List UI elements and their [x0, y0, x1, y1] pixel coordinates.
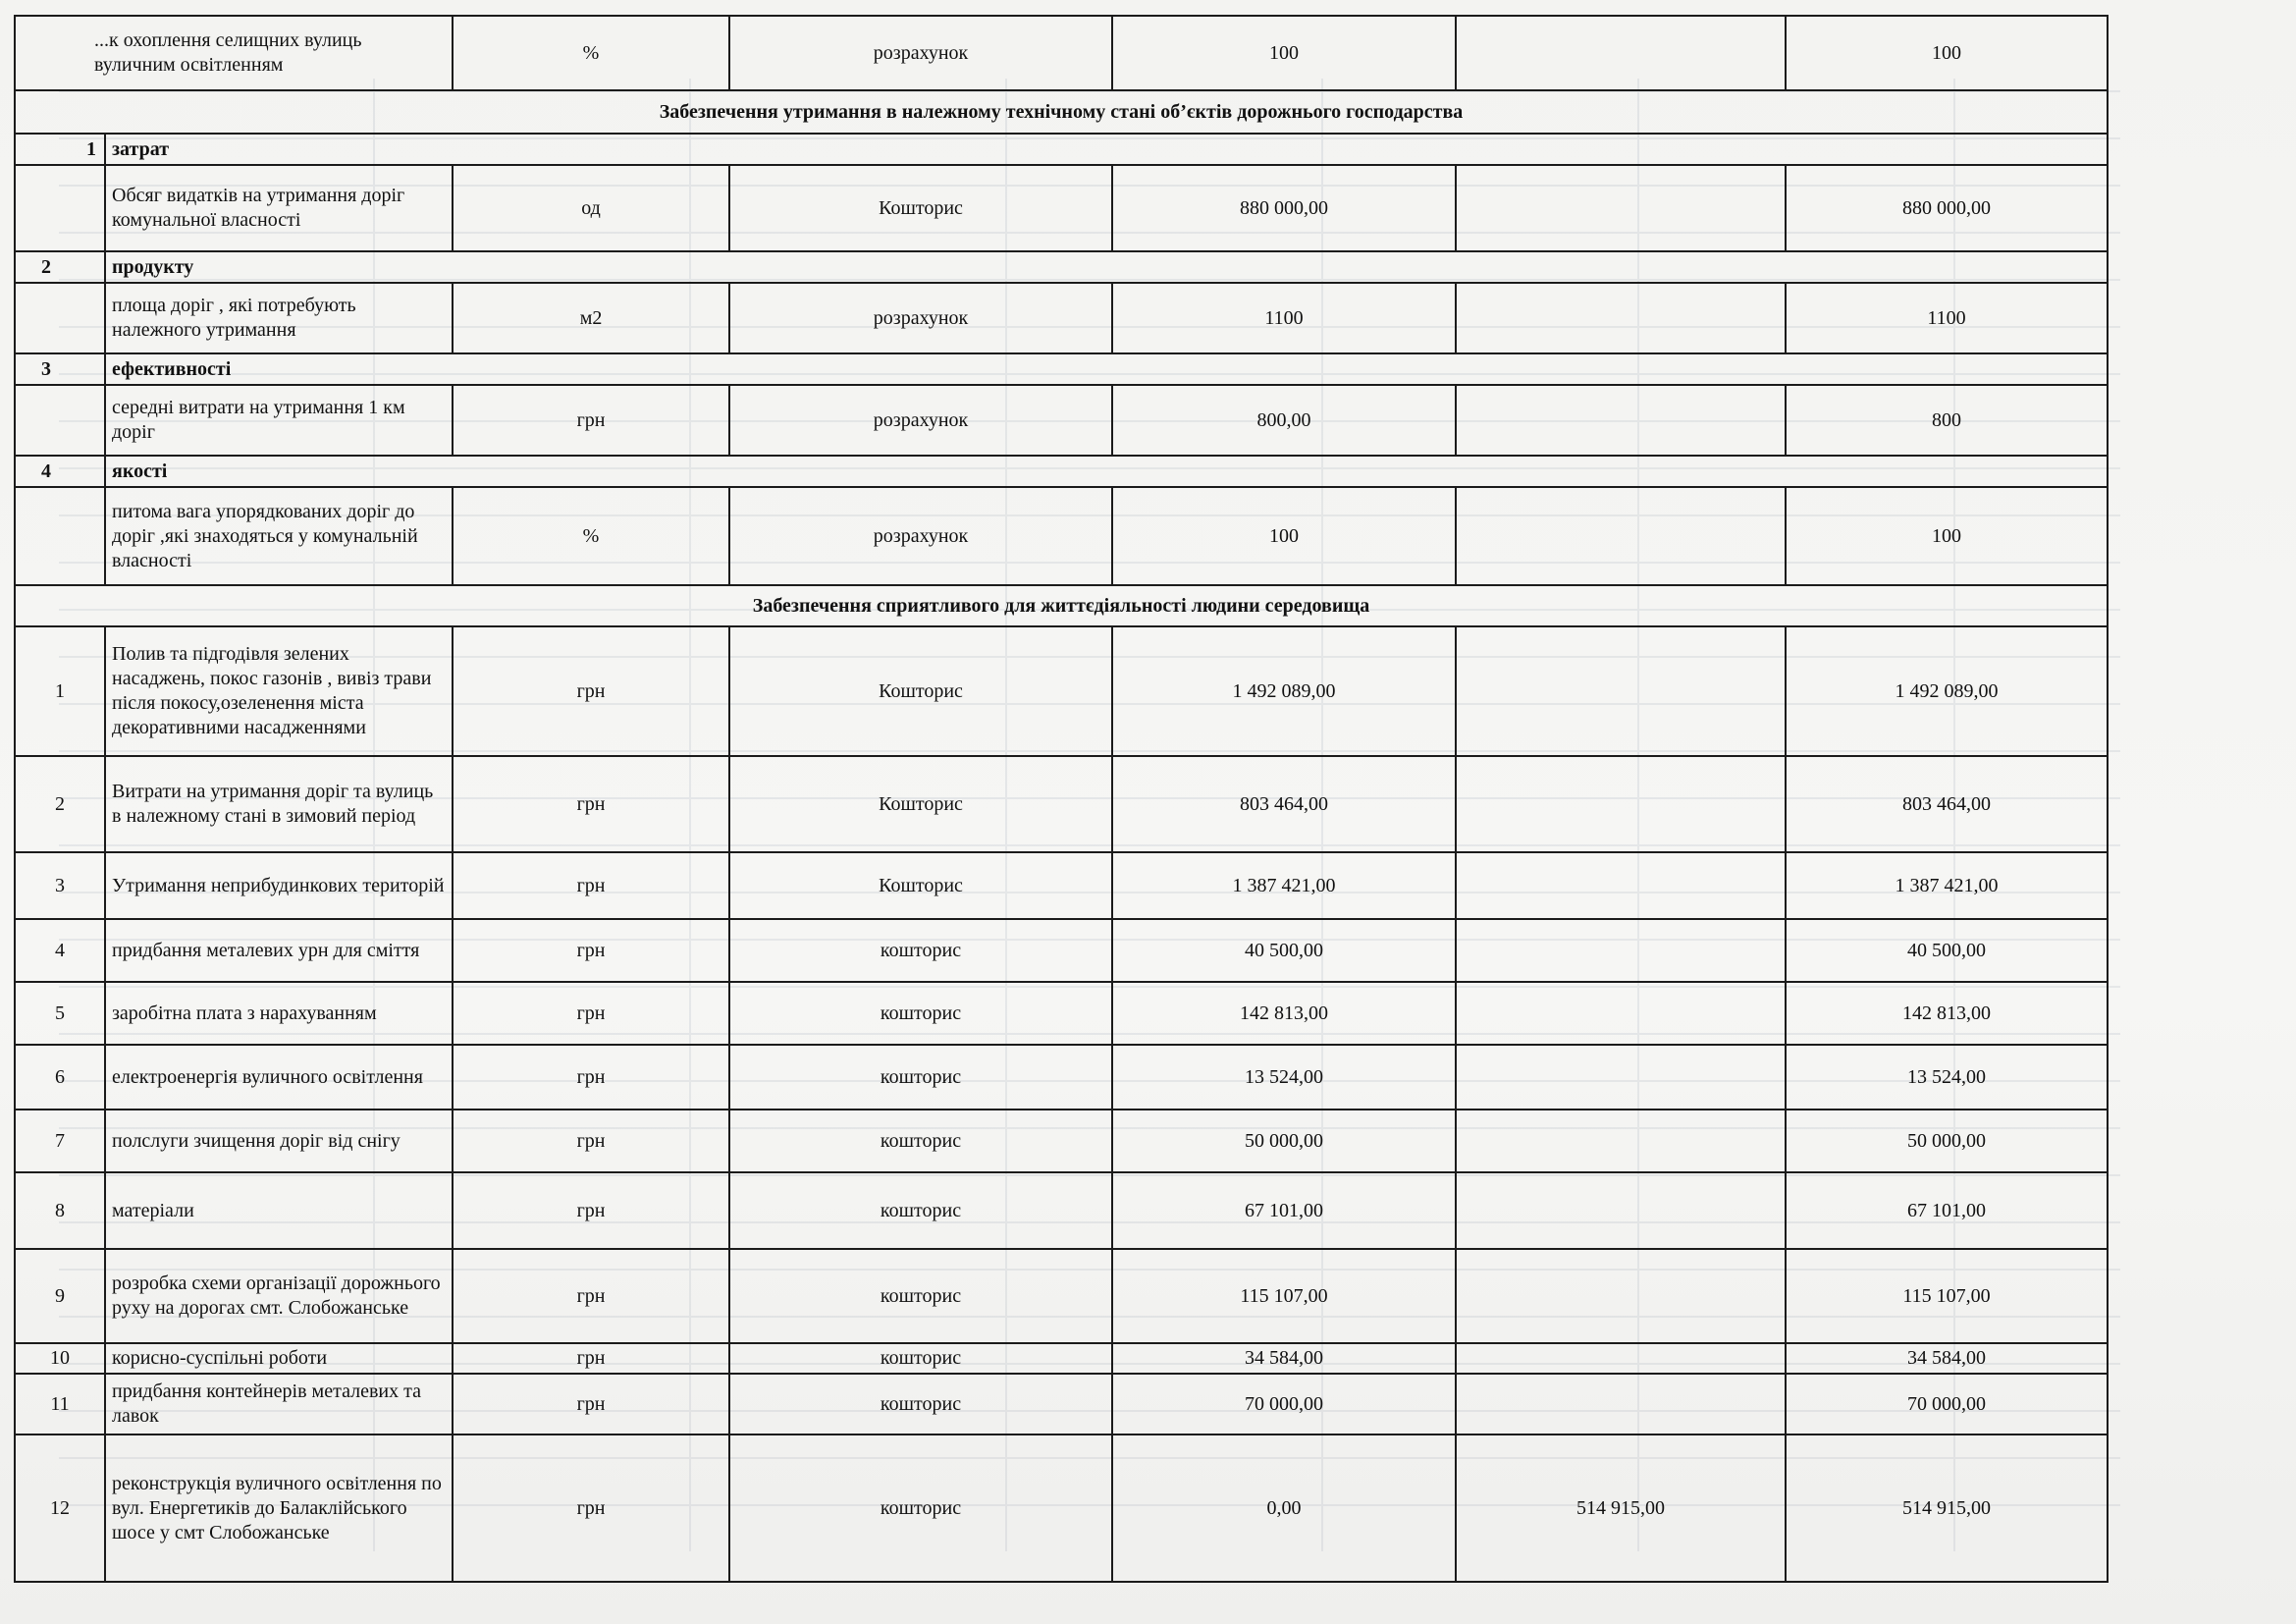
- source-cell: кошторис: [729, 1249, 1112, 1343]
- source-cell: Кошторис: [729, 626, 1112, 756]
- value-cell-2: [1456, 165, 1786, 251]
- value-cell-2: 514 915,00: [1456, 1435, 1786, 1582]
- row-number: 11: [15, 1374, 105, 1435]
- source-cell: кошторис: [729, 1374, 1112, 1435]
- category-number: 1: [15, 134, 105, 165]
- unit-cell: грн: [453, 982, 729, 1045]
- value-cell-3: 13 524,00: [1786, 1045, 2108, 1110]
- source-cell: кошторис: [729, 1045, 1112, 1110]
- category-label: якості: [105, 456, 2108, 487]
- value-cell-2: [1456, 283, 1786, 353]
- value-cell-3: 100: [1786, 16, 2108, 90]
- value-cell-1: 1 387 421,00: [1112, 852, 1456, 919]
- value-cell-3: 514 915,00: [1786, 1435, 2108, 1582]
- table-row: [15, 852, 2108, 919]
- table-row: [15, 1110, 2108, 1172]
- value-cell-1: 34 584,00: [1112, 1343, 1456, 1374]
- indicator-name: корисно-суспільні роботи: [105, 1343, 453, 1374]
- value-cell-2: [1456, 982, 1786, 1045]
- table-row: [15, 385, 2108, 456]
- indicator-name: Витрати на утримання доріг та вулиць в належному стані в зимовий період: [105, 756, 453, 852]
- unit-cell: грн: [453, 1249, 729, 1343]
- value-cell-3: 880 000,00: [1786, 165, 2108, 251]
- source-cell: кошторис: [729, 1343, 1112, 1374]
- table-row: [15, 982, 2108, 1045]
- value-cell-3: 34 584,00: [1786, 1343, 2108, 1374]
- row-number: [15, 165, 105, 251]
- value-cell-1: 800,00: [1112, 385, 1456, 456]
- value-cell-3: 1100: [1786, 283, 2108, 353]
- category-number: 4: [15, 456, 105, 487]
- unit-cell: грн: [453, 626, 729, 756]
- table-row: [15, 1343, 2108, 1374]
- category-row: [15, 353, 2108, 385]
- value-cell-2: [1456, 626, 1786, 756]
- value-cell-3: 70 000,00: [1786, 1374, 2108, 1435]
- value-cell-3: 803 464,00: [1786, 756, 2108, 852]
- value-cell-1: 70 000,00: [1112, 1374, 1456, 1435]
- indicator-name: середні витрати на утримання 1 км доріг: [105, 385, 453, 456]
- category-number: 2: [15, 251, 105, 283]
- row-number: 2: [15, 756, 105, 852]
- row-number: [15, 487, 105, 585]
- value-cell-2: [1456, 385, 1786, 456]
- row-number: [15, 385, 105, 456]
- unit-cell: %: [453, 487, 729, 585]
- value-cell-1: 13 524,00: [1112, 1045, 1456, 1110]
- unit-cell: %: [453, 16, 729, 90]
- source-cell: розрахунок: [729, 487, 1112, 585]
- unit-cell: грн: [453, 1343, 729, 1374]
- value-cell-1: 67 101,00: [1112, 1172, 1456, 1249]
- table-row: [15, 1249, 2108, 1343]
- row-number: 6: [15, 1045, 105, 1110]
- row-number: 9: [15, 1249, 105, 1343]
- row-number: 8: [15, 1172, 105, 1249]
- indicator-name: заробітна плата з нарахуванням: [105, 982, 453, 1045]
- source-cell: розрахунок: [729, 385, 1112, 456]
- value-cell-1: 100: [1112, 487, 1456, 585]
- table-row: [15, 16, 2108, 90]
- table-row: [15, 919, 2108, 982]
- unit-cell: грн: [453, 919, 729, 982]
- table-row: [15, 1435, 2108, 1582]
- value-cell-1: 115 107,00: [1112, 1249, 1456, 1343]
- value-cell-3: 67 101,00: [1786, 1172, 2108, 1249]
- table-row: [15, 487, 2108, 585]
- category-row: [15, 251, 2108, 283]
- source-cell: розрахунок: [729, 16, 1112, 90]
- indicator-name: Утримання неприбудинкових територій: [105, 852, 453, 919]
- value-cell-1: 0,00: [1112, 1435, 1456, 1582]
- unit-cell: м2: [453, 283, 729, 353]
- row-number: 10: [15, 1343, 105, 1374]
- row-number: [15, 283, 105, 353]
- value-cell-2: [1456, 487, 1786, 585]
- section-title: Забезпечення утримання в належному технічному стані об’єктів дорожнього господарства: [15, 90, 2108, 134]
- source-cell: Кошторис: [729, 756, 1112, 852]
- indicator-name: ...к охоплення селищних вулиць вуличним освітленням: [15, 16, 453, 90]
- unit-cell: грн: [453, 1435, 729, 1582]
- value-cell-2: [1456, 1374, 1786, 1435]
- value-cell-1: 1 492 089,00: [1112, 626, 1456, 756]
- table-row: [15, 1172, 2108, 1249]
- indicator-name: площа доріг , які потребують належного утримання: [105, 283, 453, 353]
- value-cell-3: 100: [1786, 487, 2108, 585]
- indicator-name: Обсяг видатків на утримання доріг комунальної власності: [105, 165, 453, 251]
- program-indicators-table: [14, 15, 2109, 1583]
- value-cell-2: [1456, 919, 1786, 982]
- table-row: [15, 1374, 2108, 1435]
- value-cell-2: [1456, 1343, 1786, 1374]
- table-row: [15, 626, 2108, 756]
- category-label: ефективності: [105, 353, 2108, 385]
- unit-cell: од: [453, 165, 729, 251]
- value-cell-1: 1100: [1112, 283, 1456, 353]
- indicator-name: матеріали: [105, 1172, 453, 1249]
- value-cell-3: 115 107,00: [1786, 1249, 2108, 1343]
- source-cell: кошторис: [729, 1110, 1112, 1172]
- source-cell: розрахунок: [729, 283, 1112, 353]
- unit-cell: грн: [453, 1110, 729, 1172]
- row-number: 4: [15, 919, 105, 982]
- row-number: 5: [15, 982, 105, 1045]
- indicator-name: придбання контейнерів металевих та лавок: [105, 1374, 453, 1435]
- value-cell-1: 100: [1112, 16, 1456, 90]
- value-cell-3: 50 000,00: [1786, 1110, 2108, 1172]
- value-cell-2: [1456, 1110, 1786, 1172]
- value-cell-1: 803 464,00: [1112, 756, 1456, 852]
- value-cell-2: [1456, 1045, 1786, 1110]
- value-cell-2: [1456, 16, 1786, 90]
- table-row: [15, 1045, 2108, 1110]
- row-number: 7: [15, 1110, 105, 1172]
- table-row: [15, 283, 2108, 353]
- source-cell: кошторис: [729, 919, 1112, 982]
- value-cell-3: 142 813,00: [1786, 982, 2108, 1045]
- category-row: [15, 134, 2108, 165]
- indicator-name: придбання металевих урн для сміття: [105, 919, 453, 982]
- section-header: [15, 90, 2108, 134]
- unit-cell: грн: [453, 1374, 729, 1435]
- source-cell: Кошторис: [729, 852, 1112, 919]
- value-cell-3: 1 492 089,00: [1786, 626, 2108, 756]
- source-cell: кошторис: [729, 1172, 1112, 1249]
- section-title: Забезпечення сприятливого для життєдіяльності людини середовища: [15, 585, 2108, 626]
- unit-cell: грн: [453, 385, 729, 456]
- value-cell-2: [1456, 852, 1786, 919]
- row-number: 3: [15, 852, 105, 919]
- row-number: 1: [15, 626, 105, 756]
- indicator-name: розробка схеми організації дорожнього руху на дорогах смт. Слобожанське: [105, 1249, 453, 1343]
- indicator-name: питома вага упорядкованих доріг до доріг ,які знаходяться у комунальній власності: [105, 487, 453, 585]
- source-cell: кошторис: [729, 1435, 1112, 1582]
- unit-cell: грн: [453, 756, 729, 852]
- section-header: [15, 585, 2108, 626]
- value-cell-3: 1 387 421,00: [1786, 852, 2108, 919]
- category-number: 3: [15, 353, 105, 385]
- source-cell: Кошторис: [729, 165, 1112, 251]
- value-cell-1: 142 813,00: [1112, 982, 1456, 1045]
- indicator-name: реконструкція вуличного освітлення по вул. Енергетиків до Балаклійського шосе у смт Слобожанське: [105, 1435, 453, 1582]
- source-cell: кошторис: [729, 982, 1112, 1045]
- value-cell-2: [1456, 756, 1786, 852]
- indicator-name: полслуги зчищення доріг від снігу: [105, 1110, 453, 1172]
- category-row: [15, 456, 2108, 487]
- unit-cell: грн: [453, 852, 729, 919]
- value-cell-3: 800: [1786, 385, 2108, 456]
- value-cell-2: [1456, 1249, 1786, 1343]
- unit-cell: грн: [453, 1172, 729, 1249]
- table-row: [15, 165, 2108, 251]
- value-cell-2: [1456, 1172, 1786, 1249]
- indicator-name: Полив та підгодівля зелених насаджень, покос газонів , вивіз трави після покосу,озеленення міста декоративними насадженнями: [105, 626, 453, 756]
- value-cell-1: 50 000,00: [1112, 1110, 1456, 1172]
- row-number: 12: [15, 1435, 105, 1582]
- category-label: затрат: [105, 134, 2108, 165]
- category-label: продукту: [105, 251, 2108, 283]
- value-cell-1: 880 000,00: [1112, 165, 1456, 251]
- unit-cell: грн: [453, 1045, 729, 1110]
- table-row: [15, 756, 2108, 852]
- indicator-name: електроенергія вуличного освітлення: [105, 1045, 453, 1110]
- value-cell-1: 40 500,00: [1112, 919, 1456, 982]
- value-cell-3: 40 500,00: [1786, 919, 2108, 982]
